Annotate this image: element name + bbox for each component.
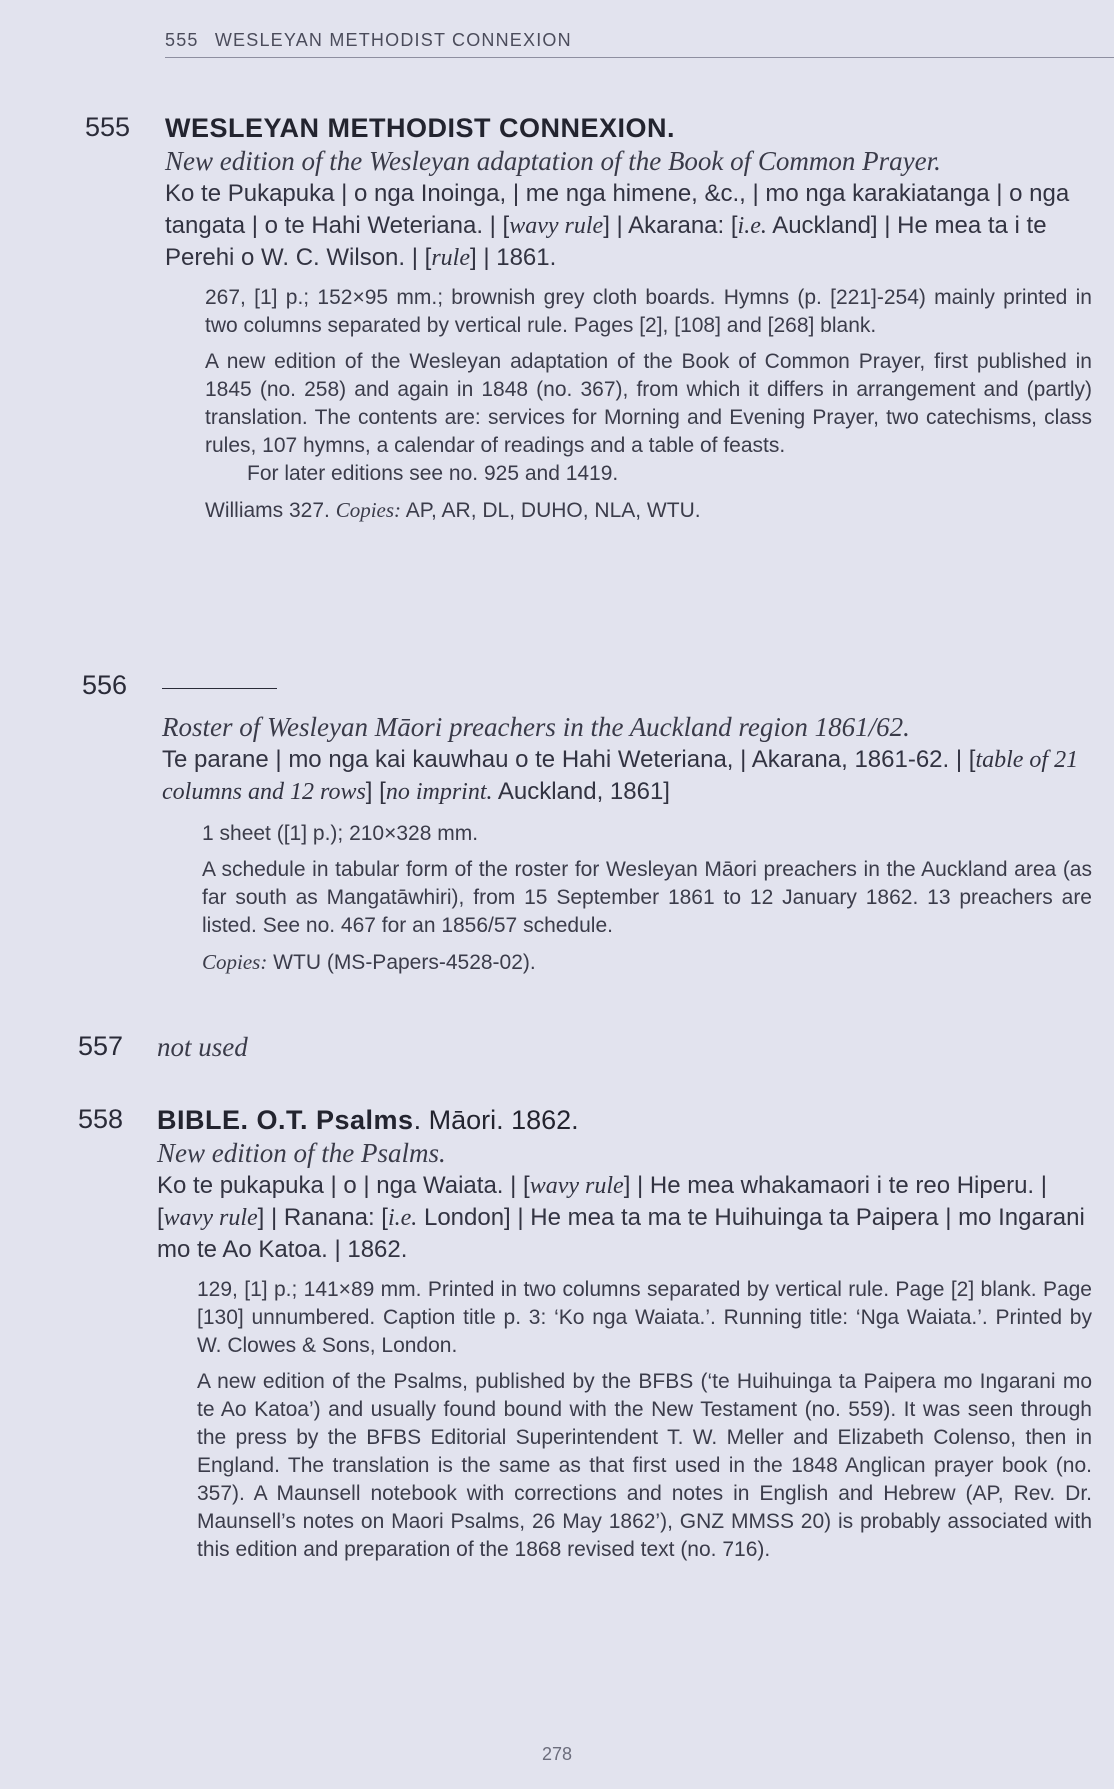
copies-label: Copies: — [202, 950, 268, 974]
tp-italic: table of 21 columns and 12 rows — [162, 747, 1079, 805]
entry-subtitle: Roster of Wesleyan Māori preachers in the Auckland region 1861/62. — [162, 712, 910, 742]
entry-subtitle: New edition of the Psalms. — [157, 1138, 446, 1168]
page-number: 278 — [541, 1744, 573, 1764]
entry-heading — [157, 1031, 1092, 1064]
tp-text: London] | He mea ta ma te Huihuinga ta Paipera | mo Ingarani mo te Ao Katoa. | 1862. — [157, 1204, 1085, 1263]
title-page-transcription — [162, 744, 1092, 808]
reference: Williams 327. — [205, 499, 330, 522]
references — [205, 496, 1092, 525]
description: A new edition of the Wesleyan adaptation of the Book of Common Prayer, first published in 1845 (no. 258) and again in 1848 (no. 367), from which it differs in arrangement and (partly) translation. The contents are: services for Morning and Evening Prayer, two catechisms, class rules, 107 hymns, a calendar of readings and a table of feasts. — [205, 350, 1092, 457]
tp-text: ] | Akarana: [ — [603, 212, 738, 239]
ditto-rule — [162, 688, 277, 689]
entry-body — [162, 670, 1092, 985]
heading-text: WESLEYAN METHODIST CONNEXION. — [165, 113, 676, 143]
entry-body — [157, 1031, 1092, 1064]
tp-italic: i.e. — [737, 213, 767, 239]
entry-number: 558 — [78, 1104, 124, 1134]
heading-rest: . Māori. 1862. — [413, 1105, 579, 1135]
title-page-transcription — [157, 1170, 1092, 1266]
collation: 129, [1] p.; 141×89 mm. Printed in two columns separated by vertical rule. Page [2] blank. Page [130] unnumbered. Caption title p. 3: ‘Ko nga Waiata.’. Running title: ‘Nga Waiata.’. Printed by W. Clowes & Sons, London. — [197, 1278, 1092, 1357]
tp-text: Ko te pukapuka | o | nga Waiata. | [ — [157, 1172, 530, 1199]
tp-text: ] | Ranana: [ — [257, 1204, 388, 1231]
collation: 1 sheet ([1] p.); 210×328 mm. — [202, 822, 479, 845]
entry-number: 556 — [82, 670, 128, 700]
entry-heading — [162, 670, 1092, 703]
entry-subtitle: New edition of the Wesleyan adaptation of the Book of Common Prayer. — [165, 146, 941, 176]
copies: AP, AR, DL, DUHO, NLA, WTU. — [405, 499, 701, 522]
entry-heading — [165, 112, 1092, 145]
tp-text: Te parane | mo nga kai kauwhau o te Hahi Weteriana, | Akarana, 1861-62. — [162, 746, 950, 773]
tp-italic: no imprint. — [385, 779, 493, 805]
entry-notes — [205, 284, 1092, 525]
running-head — [165, 30, 1114, 58]
entry-number: 555 — [85, 112, 131, 142]
tp-italic: wavy rule — [509, 213, 604, 239]
tp-text: Ko te Pukapuka | o nga Inoinga, | me nga himene, &c., | mo nga — [165, 180, 846, 207]
running-head-number: 555 — [165, 30, 199, 50]
entry-number: 557 — [78, 1031, 124, 1061]
later-editions: For later editions see no. 925 and 1419. — [247, 462, 619, 485]
running-head-title: WESLEYAN METHODIST CONNEXION — [214, 30, 572, 50]
tp-text: ] [ — [365, 778, 386, 805]
description: A new edition of the Psalms, published by the BFBS (‘te Huihuinga ta Paipera mo Ingarani mo te Ao Katoa’) and usually found bound with the New Testament (no. 559). It was seen through the press by the BFBS Editorial Superintendent T. W. Meller and Elizabeth Colenso, then in England. The translation is the same as that first used in the 1848 Anglican prayer book (no. 357). A Maunsell notebook with corrections and notes in English and Hebrew (AP, Rev. Dr. Maunsell’s notes on Maori Psalms, 26 May 1862’), GNZ MMSS 20) is probably associated with this edition and preparation of the 1868 revised text (no. 716). — [197, 1370, 1092, 1561]
entry-body — [165, 112, 1092, 533]
entry-heading — [157, 1104, 1092, 1137]
references — [202, 948, 1092, 977]
tp-text: ] | He mea whakamaori i te reo Hiperu. | [ — [157, 1172, 1047, 1231]
copies-label: Copies: — [335, 498, 402, 522]
tp-text: | [ — [955, 746, 976, 773]
tp-italic: wavy rule — [529, 1173, 624, 1199]
tp-italic: rule — [431, 245, 470, 271]
tp-italic: i.e. — [387, 1205, 418, 1231]
description: A schedule in tabular form of the roster for Wesleyan Māori preachers in the Auckland area (as far south as Mangatāwhiri), from 15 September 1861 to 12 January 1862. 13 preachers are listed. See no. 467 for an 1856/57 schedule. — [202, 858, 1092, 937]
not-used-text: not used — [157, 1032, 248, 1062]
tp-text: ] | 1861. — [469, 244, 557, 271]
title-page-transcription — [165, 178, 1092, 274]
copies: WTU (MS-Papers-4528-02). — [273, 951, 536, 974]
entry-notes — [202, 820, 1092, 977]
tp-text: karakiatanga | o nga tangata | o te Hahi Weteriana. | [ — [165, 180, 1070, 239]
tp-italic: wavy rule — [163, 1205, 258, 1231]
heading-text: BIBLE. O.T. Psalms — [157, 1105, 414, 1135]
tp-text: Auckland, 1861] — [492, 778, 670, 805]
tp-text: Auckland] | He mea ta i te Perehi o W. C. Wilson. | [ — [165, 212, 1047, 271]
entry-notes — [197, 1276, 1092, 1564]
entry-body — [157, 1104, 1092, 1572]
collation: 267, [1] p.; 152×95 mm.; brownish grey cloth boards. Hymns (p. [221]-254) mainly printed in two columns separated by vertical rule. Pages [2], [108] and [268] blank. — [205, 286, 1092, 337]
